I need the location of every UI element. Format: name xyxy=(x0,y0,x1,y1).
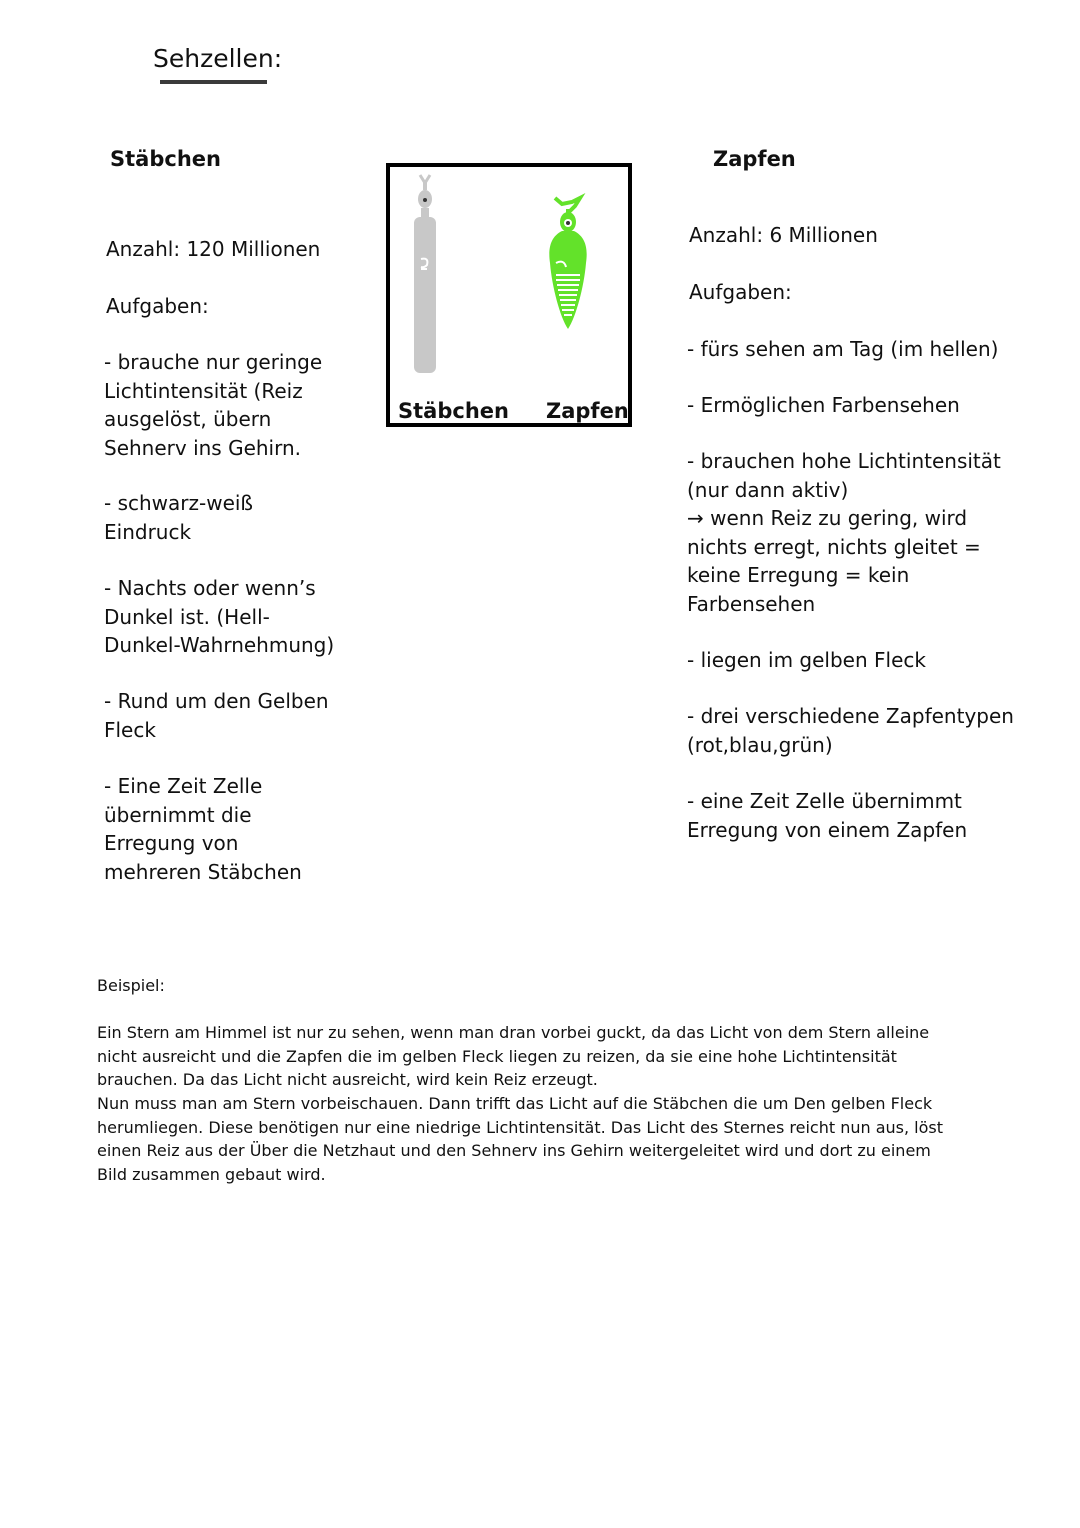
cones-item: - Ermöglichen Farbensehen xyxy=(687,393,960,417)
cones-item: - drei verschiedene Zapfentypen (rot,blau,grün) xyxy=(687,704,1014,757)
example-paragraph-2: Nun muss man am Stern vorbeischauen. Dann trifft das Licht auf die Stäbchen die um Den gelben Fleck herumliegen. Diese benötigen nur eine niedrige Lichtintensität. Das Licht des Sternes reicht nun aus, löst einen Reiz aus der Über die Netzhaut und den Sehnerv ins Gehirn weitergeleitet wird und dort zu einem Bild zusammen gebaut wird. xyxy=(97,1094,944,1184)
cones-tasks-label: Aufgaben: xyxy=(689,280,792,304)
rods-count: Anzahl: 120 Millionen xyxy=(106,237,321,261)
figure-label-cones: Zapfen xyxy=(546,399,629,423)
photoreceptor-figure xyxy=(386,163,632,427)
example-label: Beispiel: xyxy=(97,976,165,995)
rods-item: - brauche nur geringe Lichtintensität (Reiz ausgelöst, übern Sehnerv ins Gehirn. xyxy=(104,350,323,460)
cones-item: - fürs sehen am Tag (im hellen) xyxy=(687,337,999,361)
figure-label-rods: Stäbchen xyxy=(398,399,509,423)
rods-item: - schwarz-weiß Eindruck xyxy=(104,491,254,544)
cones-count: Anzahl: 6 Millionen xyxy=(689,223,878,247)
cones-item: - eine Zeit Zelle übernimmt Erregung von einem Zapfen xyxy=(687,789,968,842)
rods-tasks-label: Aufgaben: xyxy=(106,294,209,318)
cones-item: - brauchen hohe Lichtintensität (nur dann aktiv) → wenn Reiz zu gering, wird nichts erregt, nichts gleitet = keine Erregung = kein Farbensehen xyxy=(687,449,1001,616)
rods-heading: Stäbchen xyxy=(110,147,221,171)
example-paragraph-1: Ein Stern am Himmel ist nur zu sehen, wenn man dran vorbei guckt, da das Licht von dem Stern alleine nicht ausreicht und die Zapfen die im gelben Fleck liegen zu reizen, da sie eine hohe Lichtintensität brauchen. Da das Licht nicht ausreicht, wird kein Reiz erzeugt. xyxy=(97,1023,930,1089)
rods-item: - Nachts oder wenn’s Dunkel ist. (Hell- Dunkel-Wahrnehmung) xyxy=(104,576,335,657)
rod-cell-shape xyxy=(414,175,436,373)
cones-heading: Zapfen xyxy=(713,147,796,171)
photoreceptor-illustration xyxy=(390,167,628,395)
cones-item: - liegen im gelben Fleck xyxy=(687,648,926,672)
page-title: Sehzellen: xyxy=(153,44,283,73)
rods-item: - Rund um den Gelben Fleck xyxy=(104,689,329,742)
title-underline xyxy=(160,80,267,84)
cone-cell-shape xyxy=(549,198,586,329)
rods-item: - Eine Zeit Zelle übernimmt die Erregung von mehreren Stäbchen xyxy=(104,774,302,884)
